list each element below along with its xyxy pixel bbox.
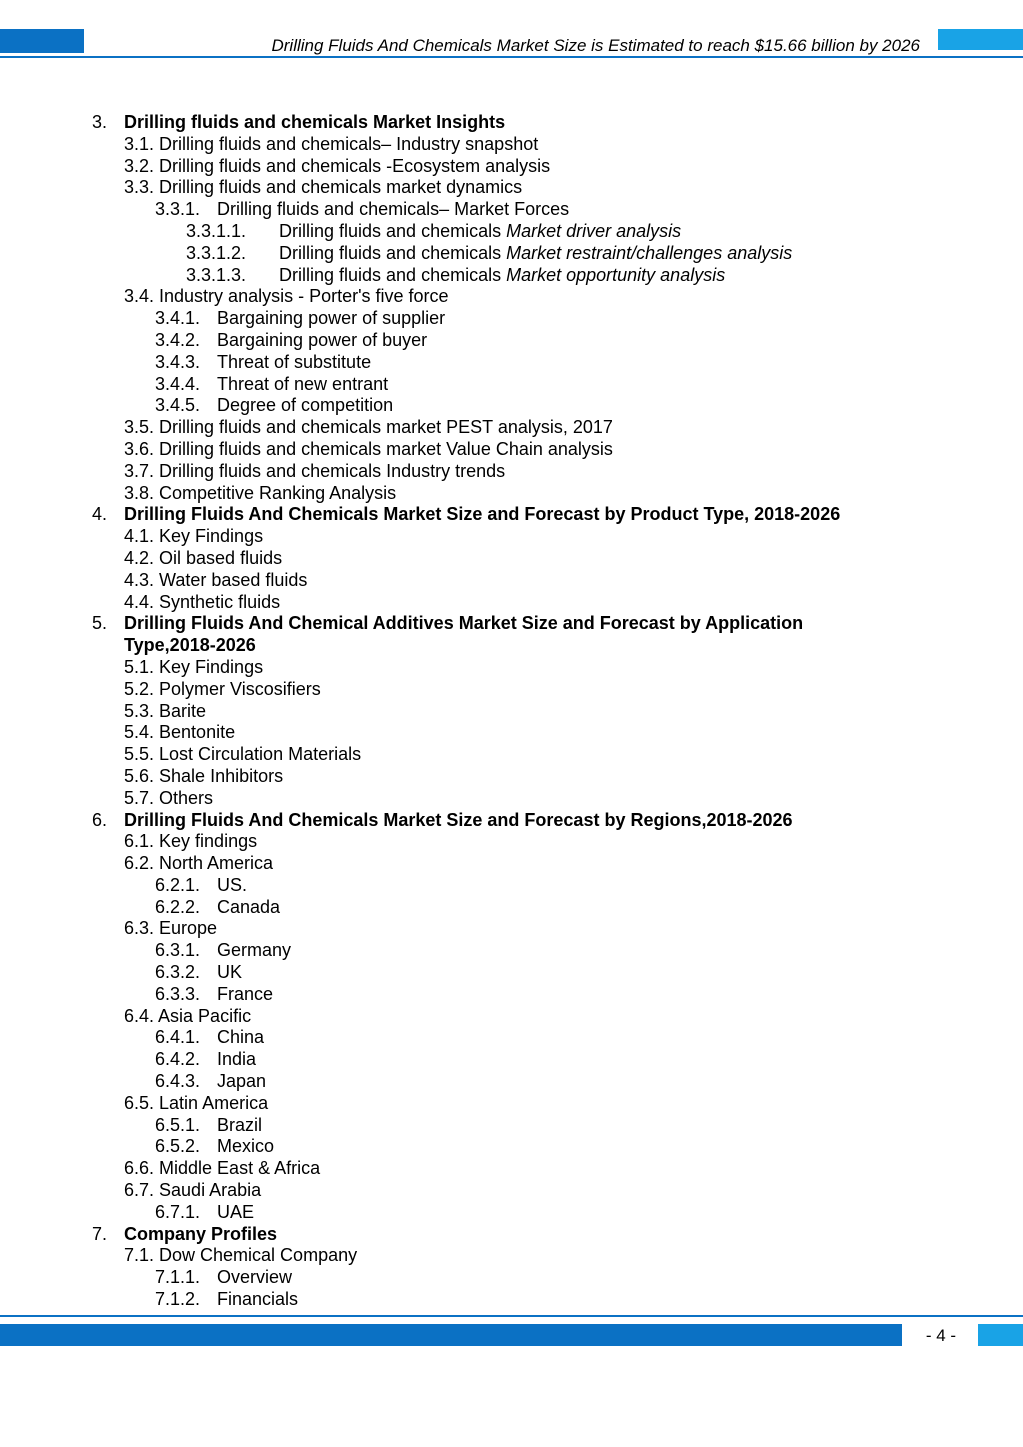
toc-entry-title xyxy=(217,962,242,984)
toc-entry-text: 6.6. Middle East & Africa xyxy=(124,1158,321,1179)
footer-rule xyxy=(0,1315,1023,1317)
toc-entry-number: 6.4.2. xyxy=(155,1049,201,1070)
toc-entry-text: 6.1. Key findings xyxy=(124,831,258,852)
toc-entry-title xyxy=(124,1224,277,1246)
toc-entry xyxy=(0,548,1023,570)
toc-entry-title xyxy=(217,374,388,396)
toc-entry-title xyxy=(124,134,538,156)
toc-entry-number: 6.5.2. xyxy=(155,1136,201,1157)
toc-entry-text: Drilling Fluids And Chemical Additives Market Size and Forecast by Application xyxy=(124,613,804,634)
toc-entry xyxy=(0,417,1023,439)
toc-entry-text: 5.7. Others xyxy=(124,787,214,808)
toc-entry-text: 4.2. Oil based fluids xyxy=(124,547,283,568)
toc-entry xyxy=(0,374,1023,396)
toc-entry xyxy=(0,962,1023,984)
toc-entry-text: 3.4. Industry analysis - Porter's five force xyxy=(124,286,449,307)
toc-entry xyxy=(0,1115,1023,1137)
toc-entry xyxy=(0,526,1023,548)
toc-entry-title xyxy=(279,243,792,265)
toc-entry xyxy=(0,265,1023,287)
toc-entry-text: 3.5. Drilling fluids and chemicals market PEST analysis, 2017 xyxy=(124,417,613,438)
toc-entry-title xyxy=(124,853,273,875)
toc-entry xyxy=(0,1267,1023,1289)
toc-entry-title xyxy=(217,1071,266,1093)
toc-entry xyxy=(0,744,1023,766)
toc-entry-title xyxy=(217,897,280,919)
toc-entry-number: 4. xyxy=(92,504,108,525)
toc-entry-text: 3.6. Drilling fluids and chemicals market Value Chain analysis xyxy=(124,438,613,459)
footer-bar-right xyxy=(978,1324,1023,1346)
footer-bar-left xyxy=(0,1324,902,1346)
toc-entry-text: 3.8. Competitive Ranking Analysis xyxy=(124,482,397,503)
toc-entry-italic-text: Market driver analysis xyxy=(506,220,682,241)
toc-entry xyxy=(0,395,1023,417)
toc-entry-text: US. xyxy=(217,874,248,895)
toc-entry-number: 3.4.2. xyxy=(155,329,201,350)
toc-entry xyxy=(0,831,1023,853)
toc-entry-title xyxy=(279,221,681,243)
toc-entry-text: Overview xyxy=(217,1267,293,1288)
toc-entry-title xyxy=(124,439,613,461)
toc-entry xyxy=(0,1093,1023,1115)
toc-entry-number: 6.4.1. xyxy=(155,1027,201,1048)
toc-entry xyxy=(0,897,1023,919)
toc-entry xyxy=(0,1180,1023,1202)
toc-entry-italic-text: Market opportunity analysis xyxy=(506,264,726,285)
toc-entry xyxy=(0,134,1023,156)
toc-entry xyxy=(0,504,1023,526)
toc-entry xyxy=(0,1289,1023,1311)
toc-entry-title xyxy=(124,722,235,744)
toc-entry xyxy=(0,330,1023,352)
toc-entry-number: 3.3.1. xyxy=(155,199,201,220)
toc-entry xyxy=(0,701,1023,723)
page-number: - 4 - xyxy=(925,1326,957,1345)
toc-entry-title xyxy=(124,701,206,723)
toc-entry-text: 5.3. Barite xyxy=(124,700,207,721)
toc-entry xyxy=(0,613,1023,635)
toc-entry xyxy=(0,918,1023,940)
toc-entry-text: Brazil xyxy=(217,1114,263,1135)
header-bar-right xyxy=(938,29,1023,50)
toc-entry-title xyxy=(124,417,613,439)
toc-entry xyxy=(0,635,1023,657)
toc-entry-title xyxy=(279,265,725,287)
toc-entry-number: 3.4.3. xyxy=(155,351,201,372)
toc-entry-text: Financials xyxy=(217,1289,299,1310)
toc-entry-title xyxy=(217,1202,254,1224)
toc-entry-title xyxy=(124,831,257,853)
toc-entry xyxy=(0,657,1023,679)
toc-entry xyxy=(0,875,1023,897)
toc-entry-title xyxy=(124,483,396,505)
toc-entry-title xyxy=(217,875,247,897)
toc-entry-text: Drilling fluids and chemicals Market Insights xyxy=(124,112,506,132)
toc-entry-number: 3.3.1.2. xyxy=(186,242,247,263)
toc-entry-text: Company Profiles xyxy=(124,1223,278,1244)
toc-entry-title xyxy=(124,570,307,592)
toc-entry xyxy=(0,156,1023,178)
toc-entry-title xyxy=(124,504,840,526)
toc-entry-title xyxy=(124,657,263,679)
toc-entry xyxy=(0,221,1023,243)
toc-entry-title xyxy=(124,461,505,483)
toc-entry xyxy=(0,1006,1023,1028)
toc-entry-text: 3.7. Drilling fluids and chemicals Industry trends xyxy=(124,460,506,481)
toc-entry xyxy=(0,1049,1023,1071)
toc-entry-text: Type,2018-2026 xyxy=(124,635,256,656)
toc-entry xyxy=(0,177,1023,199)
toc-entry-text: Mexico xyxy=(217,1136,275,1157)
toc-entry-text: Bargaining power of buyer xyxy=(217,329,428,350)
toc-entry-text: Threat of substitute xyxy=(217,351,372,372)
toc-entry-title xyxy=(217,1049,256,1071)
toc-entry-title xyxy=(124,177,522,199)
toc-entry-text: Drilling fluids and chemicals xyxy=(279,242,507,263)
toc-entry xyxy=(0,243,1023,265)
toc-entry-text: 6.2. North America xyxy=(124,853,274,874)
toc-entry xyxy=(0,810,1023,832)
toc-entry-text: Degree of competition xyxy=(217,395,394,416)
toc-entry xyxy=(0,853,1023,875)
toc-entry-text: Drilling fluids and chemicals xyxy=(279,220,507,241)
toc-entry-title xyxy=(124,766,283,788)
toc-entry-text: Drilling fluids and chemicals xyxy=(279,264,507,285)
toc-entry xyxy=(0,308,1023,330)
toc-entry-text: Drilling Fluids And Chemicals Market Size and Forecast by Product Type, 2018-2026 xyxy=(124,504,841,525)
toc-entry-text: 6.7. Saudi Arabia xyxy=(124,1180,262,1201)
toc-entry-title xyxy=(124,788,213,810)
toc-entry-text: 3.3. Drilling fluids and chemicals market dynamics xyxy=(124,177,523,198)
toc-entry xyxy=(0,592,1023,614)
toc-entry-number: 3.3.1.3. xyxy=(186,264,247,285)
toc-entry-title xyxy=(217,395,393,417)
header-title: Drilling Fluids And Chemicals Market Size is Estimated to reach $15.66 billion by 2026 xyxy=(271,36,920,55)
toc-entry-title xyxy=(217,199,569,221)
toc-entry-text: 4.4. Synthetic fluids xyxy=(124,591,281,612)
toc-entry xyxy=(0,766,1023,788)
toc-entry-number: 3.4.5. xyxy=(155,395,201,416)
toc-entry-title xyxy=(124,548,282,570)
toc-entry-text: 7.1. Dow Chemical Company xyxy=(124,1245,358,1266)
toc-entry-text: 5.2. Polymer Viscosifiers xyxy=(124,678,321,699)
toc-entry-title xyxy=(217,1115,262,1137)
toc-entry-text: Threat of new entrant xyxy=(217,373,389,394)
toc-entry-text: China xyxy=(217,1027,265,1048)
toc-entry-title xyxy=(124,918,217,940)
toc-entry-text: Drilling Fluids And Chemicals Market Size and Forecast by Regions,2018-2026 xyxy=(124,809,793,830)
toc-entry-title xyxy=(124,1180,261,1202)
toc-entry-title xyxy=(217,352,371,374)
toc-entry xyxy=(0,352,1023,374)
toc-entry-number: 6.3.1. xyxy=(155,940,201,961)
toc-entry-title xyxy=(217,330,427,352)
toc-entry xyxy=(0,1071,1023,1093)
toc-entry xyxy=(0,461,1023,483)
toc-entry-number: 7.1.1. xyxy=(155,1267,201,1288)
toc-entry-number: 5. xyxy=(92,613,108,634)
toc-entry-title xyxy=(124,1245,357,1267)
toc-entry-number: 3.4.4. xyxy=(155,373,201,394)
toc-entry xyxy=(0,940,1023,962)
toc-entry-number: 7. xyxy=(92,1223,108,1244)
toc-entry-text: Japan xyxy=(217,1071,267,1092)
toc-entry-number: 7.1.2. xyxy=(155,1289,201,1310)
toc-entry-text: 3.2. Drilling fluids and chemicals -Ecosystem analysis xyxy=(124,155,551,176)
toc-entry-text: India xyxy=(217,1049,257,1070)
toc-entry-title xyxy=(124,810,793,832)
toc-entry-number: 3. xyxy=(92,112,108,132)
toc-entry-title xyxy=(217,1136,274,1158)
toc-entry xyxy=(0,483,1023,505)
toc-entry-title xyxy=(217,984,273,1006)
toc-entry-title xyxy=(217,940,291,962)
toc-entry-text: 4.3. Water based fluids xyxy=(124,569,308,590)
toc-entry-title xyxy=(124,286,449,308)
toc-entry-text: 5.6. Shale Inhibitors xyxy=(124,765,284,786)
toc-entry-text: 5.4. Bentonite xyxy=(124,722,236,743)
toc-entry-text: Bargaining power of supplier xyxy=(217,308,446,329)
toc-entry-number: 6.2.1. xyxy=(155,874,201,895)
toc-entry-text: 3.1. Drilling fluids and chemicals– Industry snapshot xyxy=(124,133,539,154)
toc-entry-number: 6. xyxy=(92,809,108,830)
toc-entry xyxy=(0,439,1023,461)
toc-entry xyxy=(0,199,1023,221)
toc-entry-title xyxy=(124,744,361,766)
toc-entry-number: 6.2.2. xyxy=(155,896,201,917)
toc-entry-text: 6.5. Latin America xyxy=(124,1092,269,1113)
toc-entry xyxy=(0,112,1023,134)
toc-entry-title xyxy=(124,635,256,657)
toc-entry xyxy=(0,984,1023,1006)
toc-entry xyxy=(0,1245,1023,1267)
toc-entry xyxy=(0,570,1023,592)
toc-entry-title xyxy=(124,1093,268,1115)
toc-entry-title xyxy=(124,526,263,548)
toc-entry-title xyxy=(124,613,803,635)
toc-entry-title xyxy=(124,112,505,134)
toc-entry-number: 3.3.1.1. xyxy=(186,220,247,241)
toc-entry-title xyxy=(124,156,550,178)
toc-entry-text: 6.4. Asia Pacific xyxy=(124,1005,252,1026)
toc-entry-text: 4.1. Key Findings xyxy=(124,526,264,547)
toc-entry-number: 6.5.1. xyxy=(155,1114,201,1135)
toc-entry xyxy=(0,1136,1023,1158)
toc-entry xyxy=(0,1158,1023,1180)
toc-entry-text: Germany xyxy=(217,940,292,961)
toc-entry-text: 5.1. Key Findings xyxy=(124,656,264,677)
toc-entry-italic-text: Market restraint/challenges analysis xyxy=(506,242,793,263)
toc-entry-title xyxy=(217,1267,292,1289)
toc-entry xyxy=(0,1224,1023,1246)
toc-entry xyxy=(0,1027,1023,1049)
toc-entry-number: 6.3.3. xyxy=(155,983,201,1004)
toc-entry-title xyxy=(217,1289,298,1311)
toc-entry-text: UAE xyxy=(217,1201,255,1222)
toc-entry-title xyxy=(124,1158,320,1180)
toc-entry xyxy=(0,679,1023,701)
toc-entry-title xyxy=(217,1027,264,1049)
toc-entry-title xyxy=(217,308,445,330)
toc-entry xyxy=(0,722,1023,744)
toc-entry-title xyxy=(124,679,321,701)
toc-entry-number: 6.3.2. xyxy=(155,962,201,983)
toc-entry-text: Drilling fluids and chemicals– Market Forces xyxy=(217,199,570,220)
toc-entry-text: 5.5. Lost Circulation Materials xyxy=(124,744,362,765)
header-rule xyxy=(0,56,1023,58)
toc-entry-number: 3.4.1. xyxy=(155,308,201,329)
toc-entry xyxy=(0,286,1023,308)
table-of-contents xyxy=(0,112,1023,1311)
toc-entry-number: 6.4.3. xyxy=(155,1071,201,1092)
toc-entry xyxy=(0,788,1023,810)
toc-entry-text: Canada xyxy=(217,896,281,917)
toc-entry-title xyxy=(124,592,280,614)
toc-entry-number: 6.7.1. xyxy=(155,1201,201,1222)
toc-entry xyxy=(0,1202,1023,1224)
toc-entry-text: 6.3. Europe xyxy=(124,918,218,939)
toc-entry-text: France xyxy=(217,983,274,1004)
toc-entry-text: UK xyxy=(217,962,243,983)
toc-entry-title xyxy=(124,1006,251,1028)
